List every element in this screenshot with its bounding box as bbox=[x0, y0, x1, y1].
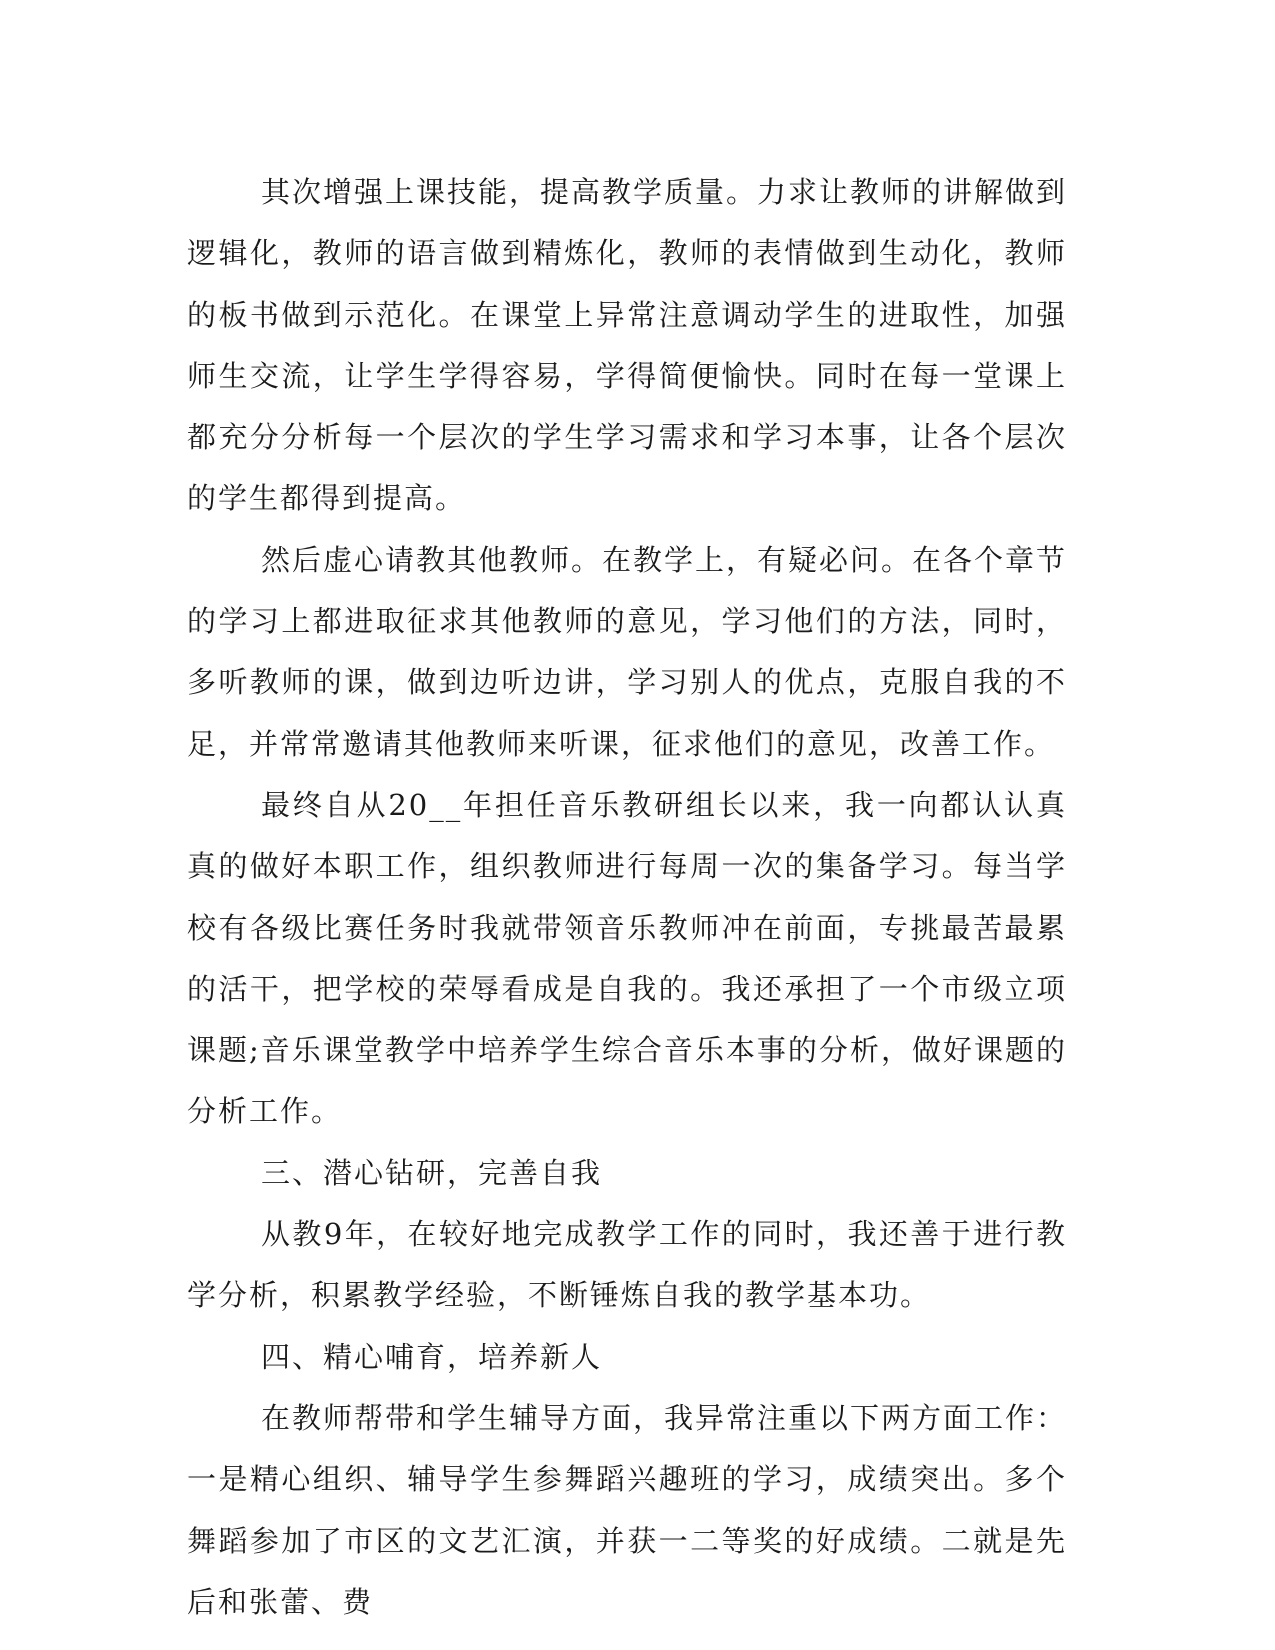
paragraph-teaching-quality: 其次增强上课技能，提高教学质量。力求让教师的讲解做到逻辑化，教师的语言做到精炼化，教师的表情做到生动化，教师的板书做到示范化。在课堂上异常注意调动学生的进取性，加强师生交流，让学生学得容易，学得简便愉快。同时在每一堂课上都充分分析每一个层次的学生学习需求和学习本事，让各个层次的学生都得到提高。 bbox=[187, 175, 1068, 516]
paragraph-group-leader: 最终自从20__年担任音乐教研组长以来，我一向都认认真真的做好本职工作，组织教师进行每周一次的集备学习。每当学校有各级比赛任务时我就带领音乐教师冲在前面，专挑最苦最累的活干，把学校的荣辱看成是自我的。我还承担了一个市级立项课题;音乐课堂教学中培养学生综合音乐本事的分析，做好课题的分析工作。 bbox=[187, 787, 1067, 1129]
section-heading-3: 三、潜心钻研，完善自我 bbox=[261, 1155, 603, 1190]
paragraph-nine-years: 从教9年，在较好地完成教学工作的同时，我还善于进行教学分析，积累教学经验，不断锤炼自我的教学基本功。 bbox=[187, 1217, 1067, 1313]
document-body bbox=[187, 162, 1067, 1633]
paragraph-mentoring: 在教师帮带和学生辅导方面，我异常注重以下两方面工作：一是精心组织、辅导学生参舞蹈兴趣班的学习，成绩突出。多个舞蹈参加了市区的文艺汇演，并获一二等奖的好成绩。二就是先后和张蕾、费 bbox=[187, 1400, 1068, 1619]
section-heading-4: 四、精心哺育，培养新人 bbox=[261, 1339, 603, 1374]
paragraph-consult-teachers: 然后虚心请教其他教师。在教学上，有疑必问。在各个章节的学习上都进取征求其他教师的意见，学习他们的方法，同时，多听教师的课，做到边听边讲，学习别人的优点，克服自我的不足，并常常邀请其他教师来听课，征求他们的意见，改善工作。 bbox=[187, 542, 1068, 761]
